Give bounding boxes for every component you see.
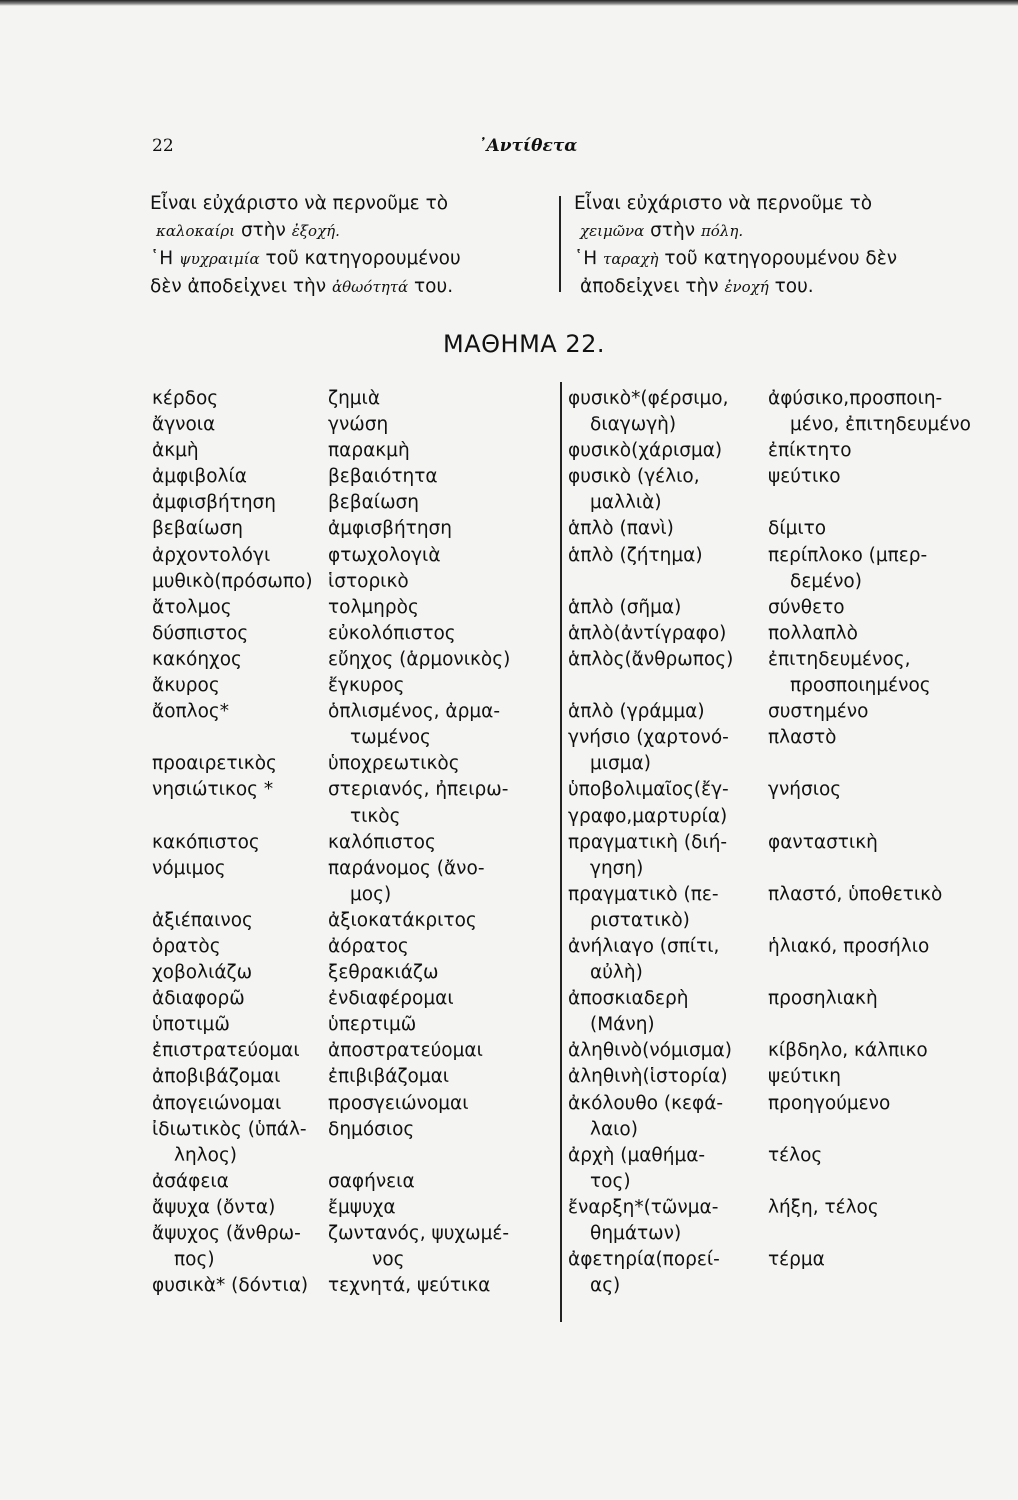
entry-antonym <box>790 1169 988 1195</box>
entry-antonym: ὁπλισμένος, ἀρμα- <box>328 701 501 723</box>
entry-word: ἀληθινὸ(νόμισμα) <box>568 1040 732 1062</box>
entry-antonym: τέλος <box>768 1144 823 1166</box>
entry-row <box>568 490 988 516</box>
entry-word: πραγματικὴ (διή- <box>568 831 728 853</box>
entry-row <box>152 516 552 542</box>
entry-word: ἀκμὴ <box>152 440 199 462</box>
entry-row <box>568 1117 988 1143</box>
entry-word: ἄτολμος <box>152 596 232 618</box>
entry-word: χοβολιάζω <box>152 962 253 984</box>
example-left-emphasis-3: ψυχραιμία <box>179 250 260 268</box>
entry-antonym <box>768 804 988 830</box>
example-left-text: τοῦ κατηγορουμένου <box>259 248 461 269</box>
entry-row <box>152 882 552 908</box>
entry-antonym <box>790 908 988 934</box>
entry-row <box>568 1247 988 1273</box>
entry-row <box>152 699 552 725</box>
entry-antonym: πλαστὸ <box>768 727 837 749</box>
entry-row <box>152 673 552 699</box>
entry-antonym <box>350 1143 552 1169</box>
entry-row <box>152 934 552 960</box>
entry-antonym: ἐνδιαφέρομαι <box>328 988 454 1010</box>
entry-word: ὑποτιμῶ <box>152 1014 230 1036</box>
entry-antonym: περίπλοκο (μπερ- <box>768 544 928 566</box>
entry-antonym: ψεύτικη <box>768 1066 841 1088</box>
entry-row <box>568 699 988 725</box>
entry-word: ἀπογειώνομαι <box>152 1092 282 1114</box>
entry-antonym: προηγούμενο <box>768 1092 891 1114</box>
entry-word: ἄγνοια <box>152 414 216 436</box>
entry-word: φυσικὸ (γέλιο, <box>568 466 700 488</box>
entry-row <box>152 960 552 986</box>
entry-antonym: στεριανός, ἠπειρω- <box>328 779 509 801</box>
entry-word: αὐλὴ) <box>590 962 643 984</box>
entry-row <box>152 621 552 647</box>
entry-word: ἀξιέπαινος <box>152 909 253 931</box>
example-right-text: του. <box>768 276 814 297</box>
entry-row <box>152 1195 552 1221</box>
entry-row <box>568 1273 988 1299</box>
entry-antonym: πολλαπλὸ <box>768 622 858 644</box>
entry-antonym: προσηλιακὴ <box>768 988 878 1010</box>
entry-antonym <box>790 1273 988 1299</box>
entry-row <box>152 908 552 934</box>
entry-antonym: ἀόρατος <box>328 935 409 957</box>
entry-antonym: ὑπερτιμῶ <box>328 1014 417 1036</box>
entry-antonym: βεβαίωση <box>328 492 420 514</box>
entry-word: προαιρετικὸς <box>152 753 277 775</box>
entry-row <box>152 464 552 490</box>
entry-antonym: καλόπιστος <box>328 831 436 853</box>
entry-row <box>152 1117 552 1143</box>
entry-row <box>152 490 552 516</box>
entry-antonym: ἱστορικὸ <box>328 570 409 592</box>
entry-word: ἐπιστρατεύομαι <box>152 1040 300 1062</box>
entry-word: λαιο) <box>590 1118 638 1140</box>
entry-word: ἁπλὸς(ἄνθρωπος) <box>568 648 734 670</box>
entry-antonym: προσγειώνομαι <box>328 1092 469 1114</box>
entry-word: ἄοπλος* <box>152 701 230 723</box>
entry-row <box>152 1038 552 1064</box>
entry-row <box>568 1091 988 1117</box>
entry-antonym: μος) <box>350 883 392 905</box>
entry-antonym: παρακμὴ <box>328 440 410 462</box>
entry-word: πος) <box>174 1249 215 1271</box>
example-left-line-1: Εἶναι εὐχάριστο νὰ περνοῦμε τὸ <box>150 193 449 214</box>
entry-antonym: πλαστό, ὑποθετικὸ <box>768 883 943 905</box>
entry-antonym: δεμένο) <box>790 570 862 592</box>
entry-row <box>568 960 988 986</box>
entry-word: ἀρχὴ (μαθήμα- <box>568 1144 706 1166</box>
entry-row <box>152 543 552 569</box>
entry-word: ριστατικὸ) <box>590 909 690 931</box>
example-right <box>574 190 969 301</box>
entry-row <box>152 386 552 412</box>
entry-word <box>152 804 328 830</box>
entry-row <box>568 777 988 803</box>
entry-word: ἄψυχα (ὄντα) <box>152 1196 276 1218</box>
entry-word: ἁπλὸ (σῆμα) <box>568 596 682 618</box>
example-left-emphasis-4: ἀθωότητά <box>332 278 409 296</box>
entry-word: ἀποσκιαδερὴ <box>568 988 689 1010</box>
entry-word: ἁπλὸ (γράμμα) <box>568 701 705 723</box>
entry-row <box>568 1064 988 1090</box>
entry-row <box>152 856 552 882</box>
example-left-text: στὴν <box>235 220 292 241</box>
entry-antonym: ἐπίκτητο <box>768 440 852 462</box>
example-left-emphasis-1: καλοκαίρι <box>156 222 236 240</box>
example-right-line-4 <box>574 273 969 301</box>
example-right-text: τοῦ κατηγορουμένου δὲν <box>658 248 898 269</box>
example-left-text: του. <box>408 276 454 297</box>
entry-antonym: ἡλιακό, προσήλιο <box>768 935 930 957</box>
entry-antonym: γνήσιος <box>768 779 842 801</box>
example-left-line-2 <box>150 217 545 245</box>
entry-antonym: τικὸς <box>350 805 401 827</box>
entry-word: κακόπιστος <box>152 831 260 853</box>
entry-row <box>568 986 988 1012</box>
entry-row <box>568 543 988 569</box>
entry-row <box>568 412 988 438</box>
entry-antonym: ξεθρακιάζω <box>328 962 439 984</box>
example-right-emphasis-3: ταραχὴ <box>603 250 659 268</box>
entry-row <box>568 1038 988 1064</box>
entry-row <box>568 386 988 412</box>
entry-word: ἁπλὸ(ἀντίγραφο) <box>568 622 727 644</box>
entry-word: ἁπλὸ (ζήτημα) <box>568 544 703 566</box>
example-right-line-3 <box>574 245 969 273</box>
entry-word: ἄψυχος (ἄνθρω- <box>152 1223 301 1244</box>
lesson-title: ΜΑΘΗΜΑ 22. <box>443 330 605 358</box>
entry-word: ἰδιωτικὸς (ὑπάλ- <box>152 1118 307 1140</box>
entry-antonym: συστημένο <box>768 701 869 723</box>
entry-row <box>152 804 552 830</box>
entry-row <box>152 647 552 673</box>
entry-word: ἀσάφεια <box>152 1170 229 1192</box>
entry-row <box>152 1247 552 1273</box>
entry-antonym: σαφήνεια <box>328 1170 415 1192</box>
entry-row <box>152 725 552 751</box>
entry-word: ἀποβιβάζομαι <box>152 1066 281 1088</box>
entry-antonym: ἔμψυχα <box>328 1196 396 1218</box>
entry-word: (Μάνη) <box>590 1014 655 1036</box>
entry-row <box>152 438 552 464</box>
entry-antonym: βεβαιότητα <box>328 466 438 488</box>
entry-antonym <box>790 960 988 986</box>
entry-row <box>568 595 988 621</box>
entry-word: νησιώτικος * <box>152 779 274 801</box>
example-right-emphasis-4: ἐνοχή <box>724 278 769 296</box>
entry-antonym: προσποιημένος <box>790 675 931 697</box>
running-title: ᾿Αντίθετα <box>478 136 578 156</box>
entry-word: νόμιμος <box>152 857 226 879</box>
entry-word: ἄκυρος <box>152 675 220 697</box>
entry-word: ἀκόλουθο (κεφά- <box>568 1092 724 1114</box>
entry-word: φυσικὸ*(φέρσιμο, <box>568 388 729 409</box>
entry-row <box>568 569 988 595</box>
entry-word: βεβαίωση <box>152 518 244 540</box>
entry-row <box>152 751 552 777</box>
entry-word: ἔναρξη*(τῶνμα- <box>568 1196 719 1218</box>
entry-antonym: τωμένος <box>350 727 431 749</box>
example-left-text: ῾Η <box>150 248 180 269</box>
entry-row <box>152 1143 552 1169</box>
entry-row <box>152 986 552 1012</box>
example-right-text: στὴν <box>644 220 701 241</box>
entry-word: ἀμφιβολία <box>152 466 247 488</box>
entry-word: κακόηχος <box>152 648 242 670</box>
entry-antonym: τολμηρὸς <box>328 596 419 618</box>
entry-antonym: μένο, ἐπιτηδευμένο <box>790 414 971 436</box>
example-left-line-4 <box>150 273 545 301</box>
entry-word: ἀμφισβήτηση <box>152 492 276 514</box>
entry-antonym: κίβδηλο, κάλπικο <box>768 1040 928 1062</box>
entry-antonym <box>790 1117 988 1143</box>
entry-word <box>568 673 768 699</box>
example-right-line-1: Εἶναι εὐχάριστο νὰ περνοῦμε τὸ <box>574 193 873 214</box>
entry-row <box>568 1221 988 1247</box>
entry-row <box>568 751 988 777</box>
entry-word: φυσικὰ* (δόντια) <box>152 1275 309 1297</box>
entry-word: ὁρατὸς <box>152 935 221 957</box>
entry-row <box>568 908 988 934</box>
entry-word: τος) <box>590 1170 631 1192</box>
entry-word <box>152 725 328 751</box>
entry-word: ἀνήλιαγο (σπίτι, <box>568 935 720 957</box>
entry-row <box>152 595 552 621</box>
entry-row <box>568 1195 988 1221</box>
entry-row <box>568 464 988 490</box>
entry-word: ληλος) <box>174 1144 238 1166</box>
entry-antonym: φανταστικὴ <box>768 831 878 853</box>
entry-word: ἁπλὸ (πανὶ) <box>568 518 674 540</box>
example-left <box>150 190 545 301</box>
entry-antonym: τεχνητά, ψεύτικα <box>328 1275 491 1297</box>
entry-word: ὑποβολιμαῖος(ἔγ- <box>568 779 729 801</box>
entry-antonym: εὔηχος (ἁρμονικὸς) <box>328 648 511 670</box>
entry-word: πραγματικὸ (πε- <box>568 883 719 905</box>
entry-row <box>152 1273 552 1299</box>
entry-row <box>568 673 988 699</box>
example-left-text: δὲν ἀποδεἰχνει τὴν <box>150 276 333 297</box>
entry-row <box>152 569 552 595</box>
example-right-line-2 <box>574 217 969 245</box>
entry-row <box>152 1012 552 1038</box>
entry-row <box>152 1221 552 1247</box>
entry-row <box>568 1169 988 1195</box>
entry-row <box>152 1064 552 1090</box>
entry-antonym: γνώση <box>328 414 389 436</box>
entry-antonym: ἀξιοκατάκριτος <box>328 909 477 931</box>
entry-antonym: ὑποχρεωτικὸς <box>328 753 460 775</box>
entry-antonym <box>790 490 988 516</box>
entry-antonym: δίμιτο <box>768 518 827 540</box>
entry-word: μισμα) <box>590 753 651 775</box>
entry-row <box>568 804 988 830</box>
entry-antonym: ἀφύσικο,προσποιη- <box>768 388 943 409</box>
entry-antonym: τέρμα <box>768 1249 825 1271</box>
entry-antonym: ἐπιτηδευμένος, <box>768 648 911 670</box>
entry-row <box>568 516 988 542</box>
entry-row <box>568 856 988 882</box>
entry-row <box>152 1091 552 1117</box>
example-left-emphasis-2: ἐξοχή. <box>291 222 340 240</box>
entry-row <box>152 1169 552 1195</box>
entry-word: κέρδος <box>152 388 219 409</box>
entry-antonym <box>790 1221 988 1247</box>
entry-antonym: νος <box>372 1249 405 1271</box>
entry-row <box>568 725 988 751</box>
entry-row <box>568 1012 988 1038</box>
entry-antonym: παράνομος (ἄνο- <box>328 857 485 879</box>
entry-antonym: ἀποστρατεύομαι <box>328 1040 483 1062</box>
entry-antonym: ἀμφισβήτηση <box>328 518 452 540</box>
entry-word: γραφο,μαρτυρία) <box>568 805 728 827</box>
entry-row <box>568 830 988 856</box>
entry-antonym: δημόσιος <box>328 1118 415 1140</box>
entry-row <box>568 647 988 673</box>
entry-word: διαγωγὴ) <box>590 414 677 436</box>
entry-antonym: ψεύτικο <box>768 466 841 488</box>
entry-row <box>152 412 552 438</box>
page-edge-decoration <box>0 0 1018 6</box>
antonym-list-right <box>568 386 988 1299</box>
example-right-emphasis-2: πόλη. <box>700 222 744 240</box>
column-divider <box>560 382 562 1322</box>
entry-antonym: ἐπιβιβάζομαι <box>328 1066 450 1088</box>
example-right-text: ῾Η <box>574 248 604 269</box>
entry-row <box>152 830 552 856</box>
entry-word: μαλλιὰ) <box>590 492 662 514</box>
entry-word: θημάτων) <box>590 1223 682 1244</box>
entry-word: δύσπιστος <box>152 622 249 644</box>
entry-word: ἀφετηρία(πορεί- <box>568 1249 720 1271</box>
entry-antonym <box>790 856 988 882</box>
entry-row <box>568 882 988 908</box>
entry-word: μυθικὸ(πρόσωπο) <box>152 570 313 592</box>
entry-row <box>152 777 552 803</box>
entry-antonym: φτωχολογιὰ <box>328 544 441 566</box>
entry-antonym: ζωντανός, ψυχωμέ- <box>328 1223 510 1244</box>
entry-word: ἀδιαφορῶ <box>152 988 245 1010</box>
entry-word: φυσικὸ(χάρισμα) <box>568 440 723 462</box>
entry-antonym <box>790 751 988 777</box>
example-divider <box>559 196 561 292</box>
example-left-line-3 <box>150 245 545 273</box>
example-right-text: ἀποδεἰχνει τὴν <box>580 276 725 297</box>
entry-row <box>568 1143 988 1169</box>
entry-antonym: σύνθετο <box>768 596 845 618</box>
page-number: 22 <box>152 136 174 156</box>
entry-word: ας) <box>590 1275 621 1297</box>
entry-antonym <box>790 1012 988 1038</box>
example-right-emphasis-1: χειμῶνα <box>580 222 645 240</box>
entry-antonym: εὐκολόπιστος <box>328 622 456 644</box>
entry-word: γηση) <box>590 857 644 879</box>
entry-antonym: ζημιὰ <box>328 388 381 409</box>
entry-word <box>152 882 328 908</box>
entry-antonym: ἔγκυρος <box>328 675 405 697</box>
entry-word: γνήσιο (χαρτονό- <box>568 727 729 749</box>
entry-row <box>568 621 988 647</box>
entry-word: ἀληθινὴ(ἱστορία) <box>568 1066 728 1088</box>
entry-row <box>568 438 988 464</box>
antonym-list-left <box>152 386 552 1299</box>
entry-antonym: λήξη, τέλος <box>768 1196 879 1218</box>
entry-word <box>568 569 768 595</box>
entry-row <box>568 934 988 960</box>
entry-word: ἀρχοντολόγι <box>152 544 271 566</box>
